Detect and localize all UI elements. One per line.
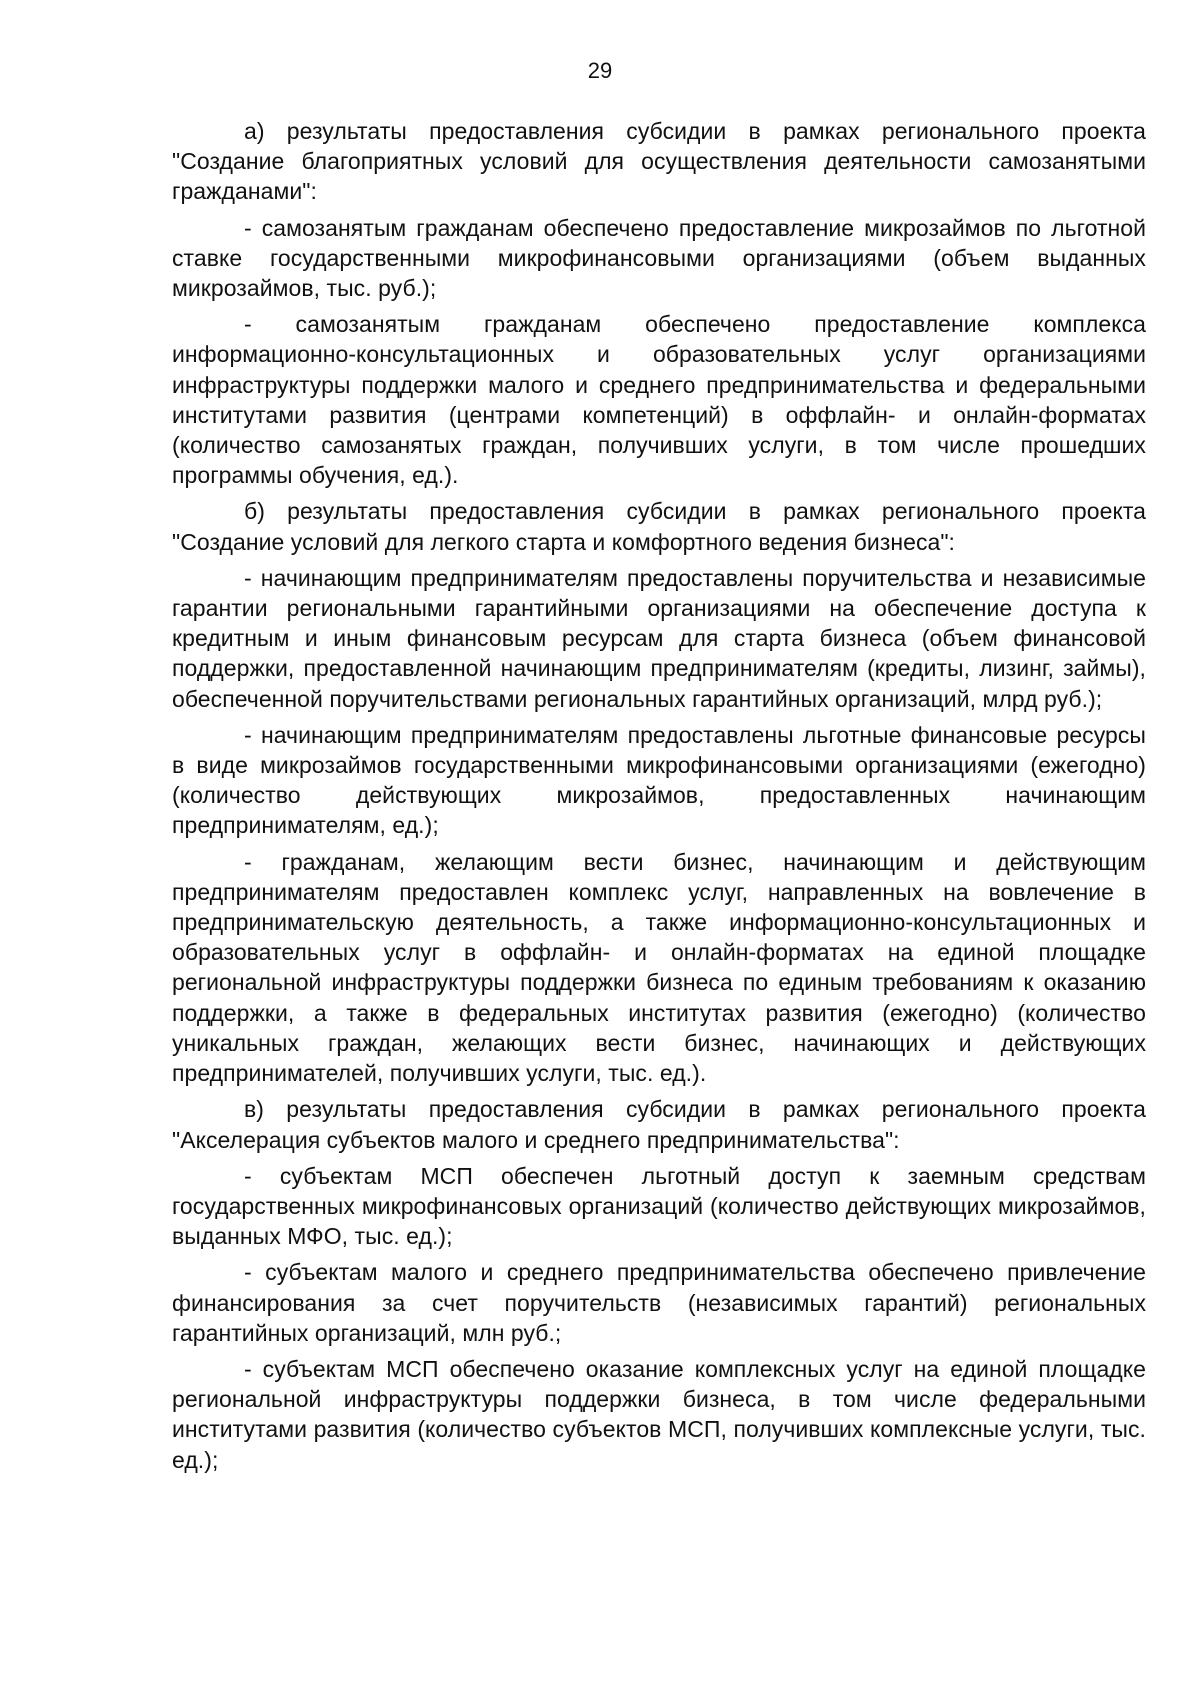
list-item: - начинающим предпринимателям предоставлены льготные финансовые ресурсы в виде микрозаймов государственными микрофинансовыми организациями (ежегодно) (количество действующих микрозаймов, предоставленных начинающим предпринимателям, ед.); [172, 721, 1146, 839]
list-item: - субъектам МСП обеспечено оказание комплексных услуг на единой площадке региональной инфраструктуры поддержки бизнеса, в том числе федеральными институтами развития (количество субъектов МСП, получивших комплексные услуги, тыс. ед.); [172, 1355, 1146, 1473]
list-item: - субъектам МСП обеспечен льготный доступ к заемным средствам государственных микрофинансовых организаций (количество действующих микрозаймов, выданных МФО, тыс. ед.); [172, 1162, 1146, 1250]
document-body [172, 116, 1146, 1481]
list-item: - самозанятым гражданам обеспечено предоставление микрозаймов по льготной ставке государственными микрофинансовыми организациями (объем выданных микрозаймов, тыс. руб.); [172, 214, 1146, 302]
list-item: - самозанятым гражданам обеспечено предоставление комплекса информационно-консультационных и образовательных услуг организациями инфраструктуры поддержки малого и среднего предпринимательства и федеральными институтами развития (центрами компетенций) в оффлайн- и онлайн-форматах (количество самозанятых граждан, получивших услуги, в том числе прошедших программы обучения, ед.). [172, 311, 1146, 489]
list-item: - начинающим предпринимателям предоставлены поручительства и независимые гарантии региональными гарантийными организациями на обеспечение доступа к кредитным и иным финансовым ресурсам для старта бизнеса (объем финансовой поддержки, предоставленной начинающим предпринимателям (кредиты, лизинг, займы), обеспеченной поручительствами региональных гарантийных организаций, млрд руб.); [172, 564, 1146, 712]
section-v-heading: в) результаты предоставления субсидии в рамках регионального проекта "Акселерация субъектов малого и среднего предпринимательства": [172, 1096, 1146, 1153]
section-a-heading: а) результаты предоставления субсидии в рамках регионального проекта "Создание благоприятных условий для осуществления деятельности самозанятыми гражданами": [172, 118, 1146, 205]
section-b-heading: б) результаты предоставления субсидии в рамках регионального проекта "Создание условий для легкого старта и комфортного ведения бизнеса": [172, 498, 1146, 555]
page-number: 29 [587, 58, 613, 83]
list-item: - гражданам, желающим вести бизнес, начинающим и действующим предпринимателям предоставлен комплекс услуг, направленных на вовлечение в предпринимательскую деятельность, а также информационно-консультационных и образовательных услуг в оффлайн- и онлайн-форматах на единой площадке региональной инфраструктуры поддержки бизнеса по единым требованиям к оказанию поддержки, а также в федеральных институтах развития (ежегодно) (количество уникальных граждан, желающих вести бизнес, начинающих и действующих предпринимателей, получивших услуги, тыс. ед.). [172, 848, 1146, 1087]
list-item: - субъектам малого и среднего предпринимательства обеспечено привлечение финансирования за счет поручительств (независимых гарантий) региональных гарантийных организаций, млн руб.; [172, 1259, 1146, 1346]
